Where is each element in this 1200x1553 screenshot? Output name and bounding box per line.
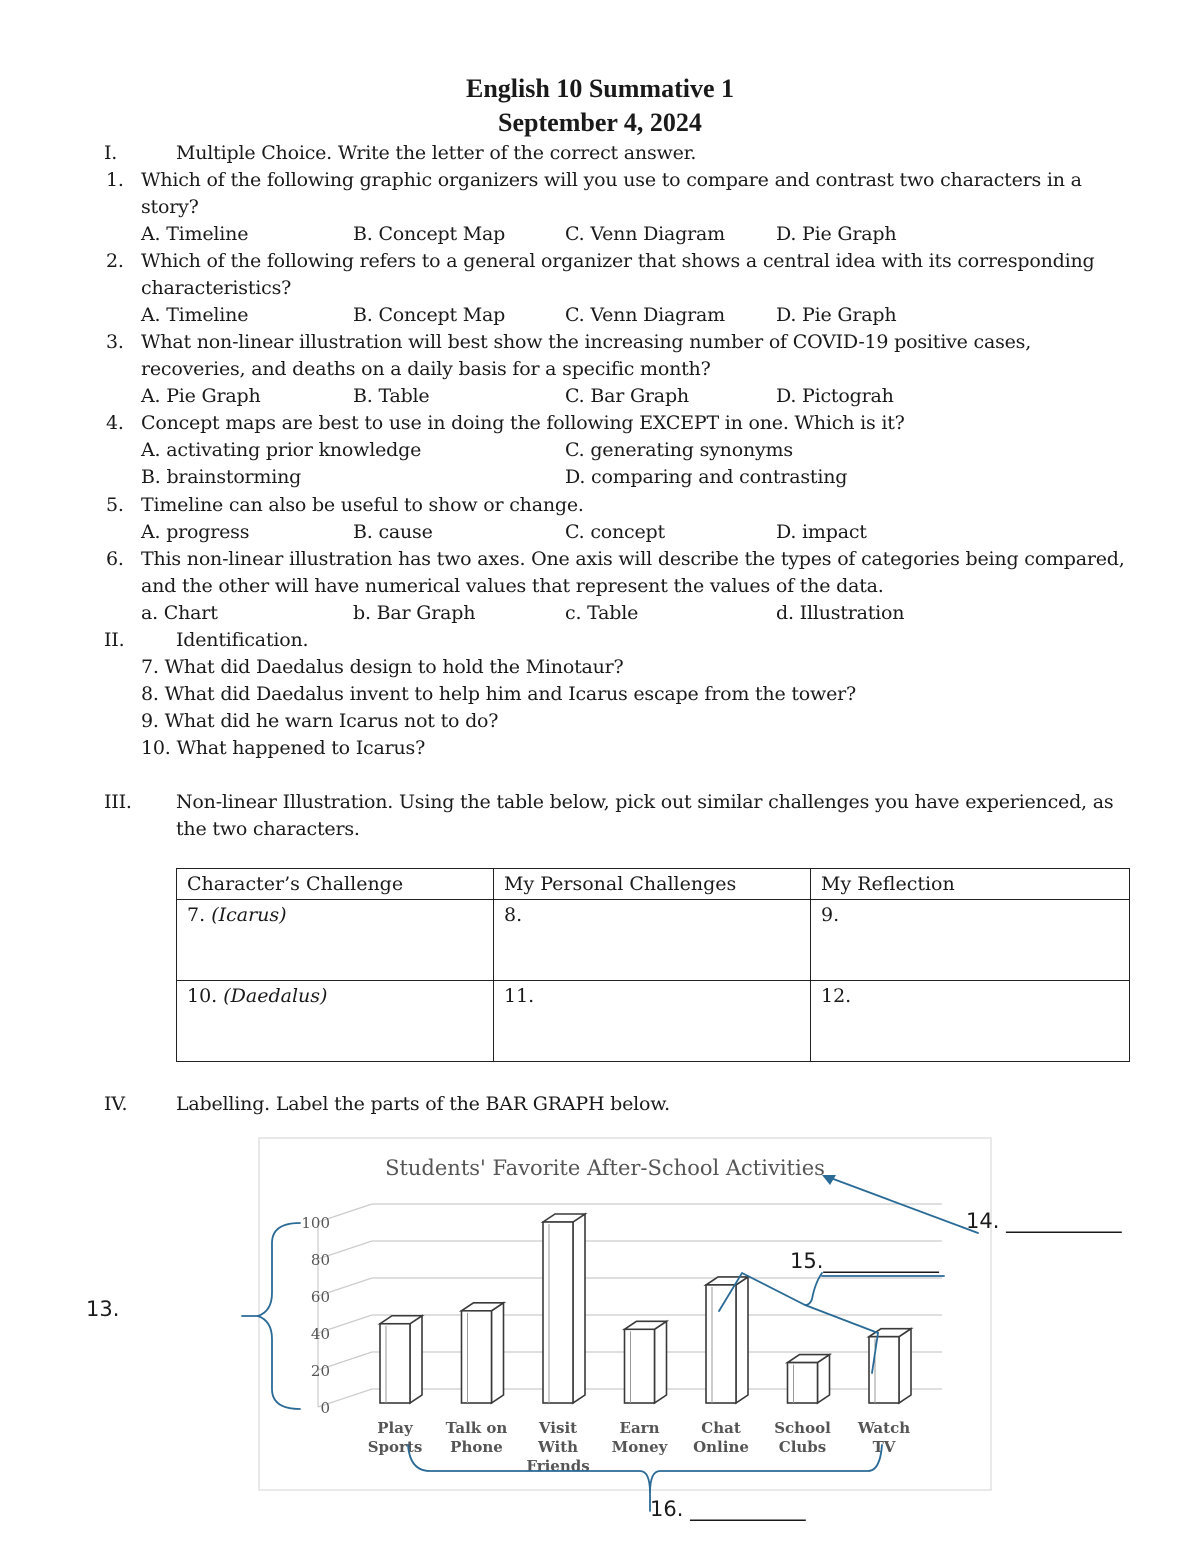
bar-side bbox=[410, 1316, 422, 1403]
callout-16-label[interactable]: 16. ___________ bbox=[650, 1497, 806, 1521]
bar-side bbox=[492, 1303, 504, 1403]
bar bbox=[625, 1321, 667, 1403]
section-heading: Labelling. Label the parts of the BAR GRAPH below. bbox=[176, 1093, 670, 1115]
question-number: 4. bbox=[106, 412, 124, 434]
x-tick-label: School bbox=[774, 1419, 831, 1437]
choice: A. progress bbox=[141, 521, 250, 543]
bar bbox=[543, 1214, 585, 1403]
bar-front bbox=[869, 1337, 899, 1403]
bar-front bbox=[543, 1222, 573, 1403]
choice: C. Venn Diagram bbox=[565, 223, 725, 245]
identification-item: 7. What did Daedalus design to hold the Minotaur? bbox=[141, 656, 624, 678]
choice: B. cause bbox=[353, 521, 433, 543]
question-text: Timeline can also be useful to show or change. bbox=[141, 494, 584, 516]
section-heading: Identification. bbox=[176, 629, 309, 651]
x-tick-label: TV bbox=[872, 1438, 896, 1456]
question-number: 5. bbox=[106, 494, 124, 516]
section-numeral: II. bbox=[104, 629, 125, 651]
choice: b. Bar Graph bbox=[353, 602, 476, 624]
choice: A. activating prior knowledge bbox=[141, 439, 422, 461]
x-tick-label: Friends bbox=[526, 1457, 590, 1475]
choice: D. Pie Graph bbox=[776, 304, 897, 326]
bar-front bbox=[706, 1285, 736, 1403]
x-tick-label: Play bbox=[377, 1419, 413, 1437]
y-tick-label: 40 bbox=[310, 1325, 330, 1343]
section-numeral: III. bbox=[104, 791, 132, 813]
table-row bbox=[177, 981, 1130, 1062]
table-header: Character’s Challenge bbox=[177, 869, 494, 900]
callout-14-label[interactable]: 14. ___________ bbox=[966, 1209, 1122, 1233]
x-tick-label: Online bbox=[693, 1438, 749, 1456]
chart-title: Students' Favorite After-School Activities bbox=[385, 1156, 825, 1180]
choice: B. Concept Map bbox=[353, 304, 506, 326]
bar-side bbox=[899, 1329, 911, 1403]
bar bbox=[380, 1316, 422, 1403]
x-tick-label: Earn bbox=[619, 1419, 660, 1437]
choice: A. Timeline bbox=[141, 223, 249, 245]
question-text: This non-linear illustration has two axes. One axis will describe the types of categories being compared, bbox=[141, 548, 1125, 570]
table-cell[interactable]: 10. (Daedalus) bbox=[177, 981, 494, 1062]
callout-13-label: 13. bbox=[86, 1297, 120, 1321]
table-row bbox=[177, 900, 1130, 981]
table-cell[interactable]: 11. bbox=[494, 981, 811, 1062]
x-tick-label: Clubs bbox=[778, 1438, 827, 1456]
choice: B. brainstorming bbox=[141, 466, 302, 488]
bar bbox=[706, 1277, 748, 1403]
question-number: 1. bbox=[106, 169, 124, 191]
choice: D. Pictograh bbox=[776, 385, 894, 407]
x-tick-label: Talk on bbox=[445, 1419, 508, 1437]
x-tick-label: With bbox=[537, 1438, 579, 1456]
y-tick-label: 80 bbox=[310, 1251, 330, 1269]
question-text: What non-linear illustration will best show the increasing number of COVID-19 positive cases, bbox=[141, 331, 1032, 353]
bar bbox=[462, 1303, 504, 1403]
table-header: My Reflection bbox=[811, 869, 1130, 900]
table-cell[interactable]: 8. bbox=[494, 900, 811, 981]
question-text: and the other will have numerical values that represent the values of the data. bbox=[141, 575, 884, 597]
bar bbox=[869, 1329, 911, 1403]
x-tick-label: Chat bbox=[701, 1419, 741, 1437]
choice: B. Concept Map bbox=[353, 223, 506, 245]
callout-15-label[interactable]: 15.___________ bbox=[790, 1249, 939, 1273]
page-title: English 10 Summative 1 bbox=[466, 74, 734, 103]
y-tick-label: 20 bbox=[310, 1362, 330, 1380]
choice: D. Pie Graph bbox=[776, 223, 897, 245]
choice: d. Illustration bbox=[776, 602, 905, 624]
choice: B. Table bbox=[353, 385, 430, 407]
table-cell[interactable]: 9. bbox=[811, 900, 1130, 981]
bar-side bbox=[655, 1321, 667, 1403]
section-heading: the two characters. bbox=[176, 818, 360, 840]
question-text: Which of the following refers to a general organizer that shows a central idea with its corresponding bbox=[141, 250, 1095, 272]
choice: C. Bar Graph bbox=[565, 385, 689, 407]
table-cell[interactable]: 7. (Icarus) bbox=[177, 900, 494, 981]
choice: C. Venn Diagram bbox=[565, 304, 725, 326]
question-number: 2. bbox=[106, 250, 124, 272]
table-header: My Personal Challenges bbox=[494, 869, 811, 900]
question-text: Concept maps are best to use in doing the following EXCEPT in one. Which is it? bbox=[141, 412, 905, 434]
y-tick-label: 0 bbox=[320, 1399, 330, 1417]
identification-item: 10. What happened to Icarus? bbox=[141, 737, 426, 759]
choice: C. concept bbox=[565, 521, 665, 543]
question-text: story? bbox=[141, 196, 199, 218]
bar-chart bbox=[0, 1133, 1200, 1553]
bar bbox=[788, 1355, 830, 1403]
x-tick-label: Visit bbox=[538, 1419, 578, 1437]
section-numeral: I. bbox=[104, 142, 118, 164]
question-number: 6. bbox=[106, 548, 124, 570]
x-tick-label: Phone bbox=[450, 1438, 503, 1456]
choice: a. Chart bbox=[141, 602, 218, 624]
choice: D. impact bbox=[776, 521, 867, 543]
choice: A. Pie Graph bbox=[141, 385, 261, 407]
question-text: characteristics? bbox=[141, 277, 292, 299]
y-tick-label: 60 bbox=[310, 1288, 330, 1306]
section-heading: Non-linear Illustration. Using the table below, pick out similar challenges you have experienced, as bbox=[176, 791, 1114, 813]
page-date: September 4, 2024 bbox=[498, 108, 702, 137]
bar-front bbox=[380, 1324, 410, 1403]
bar-side bbox=[573, 1214, 585, 1403]
question-number: 3. bbox=[106, 331, 124, 353]
challenges-table bbox=[176, 868, 1130, 1062]
choice: C. generating synonyms bbox=[565, 439, 793, 461]
bar-side bbox=[736, 1277, 748, 1403]
x-tick-label: Watch bbox=[857, 1419, 911, 1437]
bar-front bbox=[788, 1363, 818, 1403]
choice: A. Timeline bbox=[141, 304, 249, 326]
choice: c. Table bbox=[565, 602, 639, 624]
question-text: recoveries, and deaths on a daily basis for a specific month? bbox=[141, 358, 711, 380]
x-tick-label: Money bbox=[611, 1438, 668, 1456]
bar-front bbox=[625, 1329, 655, 1403]
section-heading: Multiple Choice. Write the letter of the correct answer. bbox=[176, 142, 697, 164]
section-numeral: IV. bbox=[104, 1093, 128, 1115]
choice: D. comparing and contrasting bbox=[565, 466, 848, 488]
identification-item: 9. What did he warn Icarus not to do? bbox=[141, 710, 499, 732]
table-cell[interactable]: 12. bbox=[811, 981, 1130, 1062]
y-tick-label: 100 bbox=[301, 1214, 330, 1232]
question-text: Which of the following graphic organizers will you use to compare and contrast two characters in a bbox=[141, 169, 1082, 191]
x-tick-label: Sports bbox=[367, 1438, 423, 1456]
bar-front bbox=[462, 1311, 492, 1403]
identification-item: 8. What did Daedalus invent to help him and Icarus escape from the tower? bbox=[141, 683, 856, 705]
